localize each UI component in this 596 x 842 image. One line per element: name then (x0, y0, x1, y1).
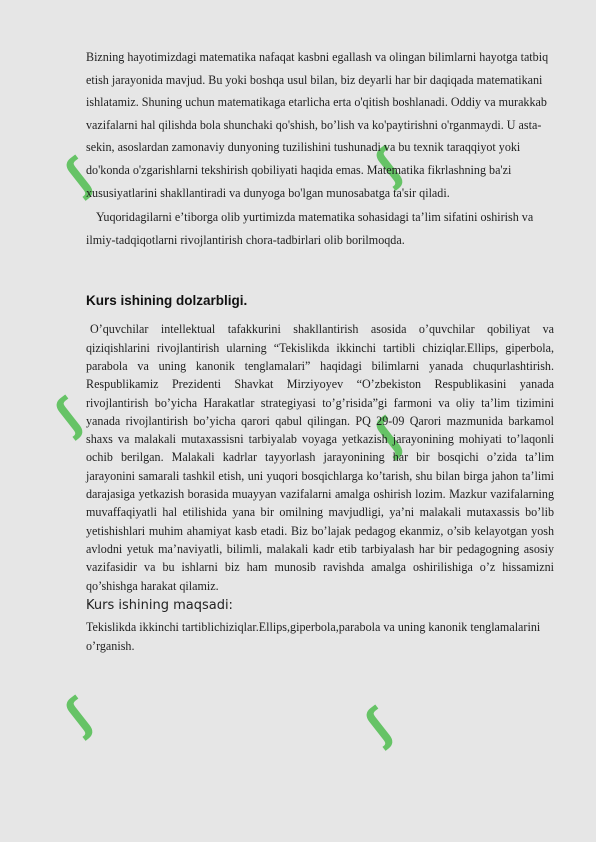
document-body (86, 46, 554, 656)
intro-paragraph: Bizning hayotimizdagi matematika nafaqat kasbni egallash va olingan bilimlarni hayotga tatbiq etish jarayonida mavjud. Bu yoki boshqa usul bilan, biz deyarli har bir daqiqada matematikani ishlatamiz. Shuning uchun matematikaga etarlicha erta o'qitish boshlanadi. Oddiy va murakkab vazifalarni hal qilishda bola shunchaki qo'shish, bo’lish va ko'paytirishni o'rganmaydi. U asta-sekin, asoslardan zamonaviy dunyoning tuzilishini tushunadi va bu texnik taraqqiyot yoki do'konda o'zgarishlarni tekshirish qobiliyati haqida emas. Matematika fikrlashning ba'zi xususiyatlarini shakllantiradi va dunyoga bo'lgan munosabatga ta'sir qiladi. (86, 50, 549, 200)
relevance-paragraph: O’quvchilar intellektual tafakkurini shakllantirish asosida o’quvchilar qobiliyat va qiziqishlarini rivojlantirish ularning “Tekislikda ikkinchi tartibli chiziqlar.Ellips, giperbola, parabola va uning kanonik tenglamalari” haqidagi bilimlarni yanada chuqurlashtirish. Respublikamiz Prezidenti Shavkat Mirziyoyev “O’zbekiston Respublikasini yanada rivojlantirish bo’yicha Harakatlar strategiyasi to’g’risida”gi farmoni va oliy ta’lim tizimini yanada rivojlantirish bo’yicha qarori qabul qilingan. PQ 29-09 Qarori mazmunida barkamol shaxs va malakali mutaxassisni tarbiyalab voyaga yetkazish jarayonining mohiyati to’laqonli ochib berilgan. Malakali kadrlar tayyorlash jarayonining har bir bosqichi o’zida ta’lim jarayonini samarali tashkil etish, uni yuqori bosqichlarga ko’tarish, shu bilan birga jahon ta’limi darajasiga yetkazish borasida muayyan vazifalarni amalga oshirish lozim. Mazkur vazifalarning muvaffaqiyatli hal etilishida yana bir omilning mavjudligi, ya’ni malakali mutaxassis bo’lib yetishishlari muhim ahamiyat kasb etadi. Biz bo’lajak pedagog ekanmiz, o’sib kelayotgan yosh avlodni yetuk ma’naviyatli, bilimli, malakali kadr etib tarbiyalash har bir pedagogning asosiy vazifasidir va bu ishlarni biz ham munosib ravishda amalga oshirilishiga o’z hissamizni qo’shishga harakat qilamiz. (86, 322, 554, 593)
goal-heading: Kurs ishining maqsadi: (86, 597, 233, 613)
green-s-logo-icon: ʃ (366, 409, 413, 462)
green-s-logo-icon: ʃ (46, 389, 93, 442)
goal-paragraph: Tekislikda ikkinchi tartiblichiziqlar.Ellips,giperbola,parabola va uning kanonik tenglamalarini o’rganish. (86, 619, 541, 653)
green-s-logo-icon: ʃ (56, 149, 103, 202)
green-s-logo-icon: ʃ (366, 139, 413, 192)
relevance-heading: Kurs ishining dolzarbligi. (86, 293, 248, 309)
green-s-logo-icon: ʃ (356, 699, 403, 752)
green-s-logo-icon: ʃ (56, 689, 103, 742)
reforms-paragraph: Yuqoridagilarni e’tiborga olib yurtimizda matematika sohasidagi ta’lim sifatini oshirish va ilmiy-tadqiqotlarni rivojlantirish chora-tadbirlari olib borilmoqda. (86, 210, 534, 247)
